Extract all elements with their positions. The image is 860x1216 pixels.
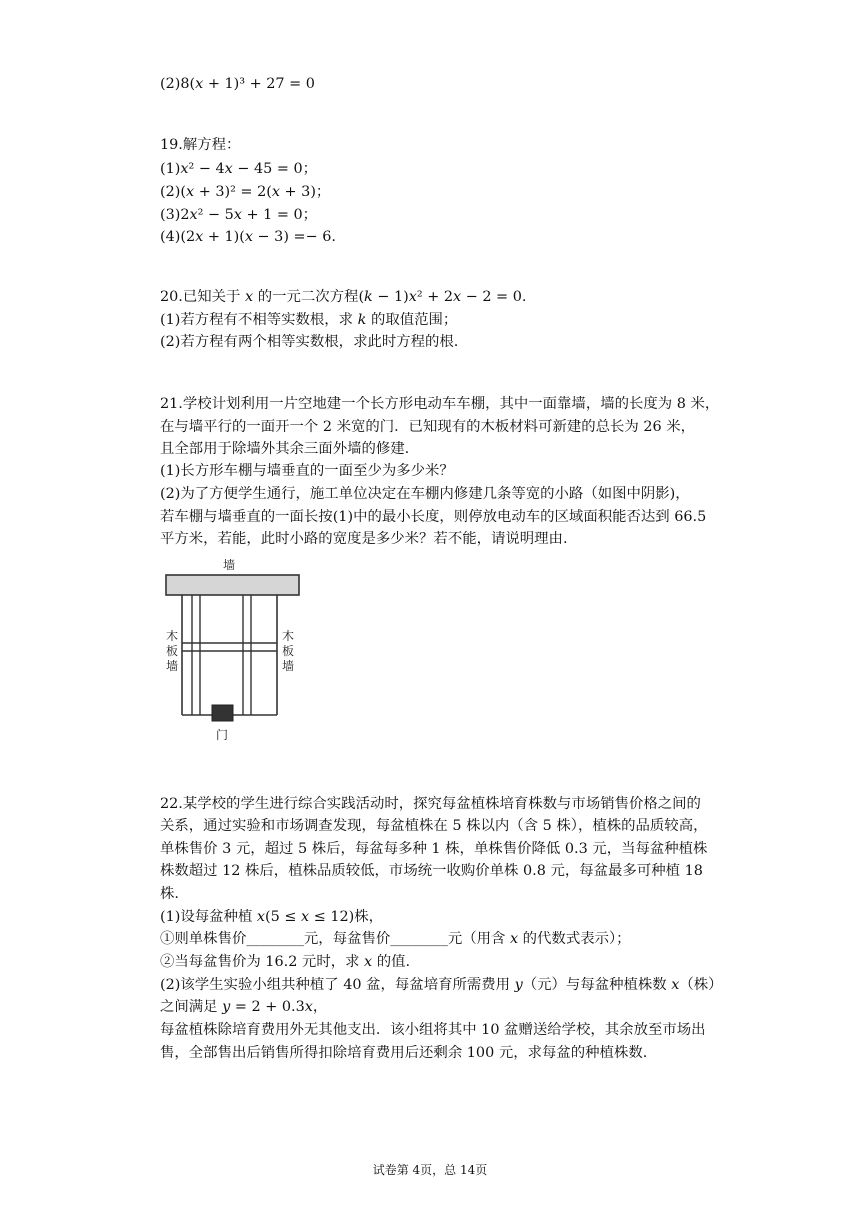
q22-line-11: 每盆植株除培育费用外无其他支出．该小组将其中 10 盆赠送给学校，其余放至市场出	[160, 1022, 706, 1038]
q18-part2: (2)8(𝑥 + 1)³ + 27 = 0	[160, 76, 315, 92]
q19-part4: (4)(2𝑥 + 1)(𝑥 − 3) =− 6.	[160, 229, 336, 245]
q21-line-6: 若车棚与墙垂直的一面长按(1)中的最小长度，则停放电动车的区域面积能否达到 66.5	[160, 509, 707, 525]
q21-line-3: 且全部用于除墙外其余三面外墙的修建.	[160, 441, 410, 457]
q21-line-1: 21.学校计划利用一片空地建一个长方形电动车车棚，其中一面靠墙，墙的长度为 8 米，	[160, 396, 720, 412]
page-footer: 试卷第 4页，总 14页	[372, 1163, 488, 1177]
q22-line-8: ②当每盆售价为 16.2 元时，求 𝑥 的值.	[160, 954, 411, 970]
q19-part3: (3)2𝑥² − 5𝑥 + 1 = 0；	[160, 207, 318, 223]
q22-line-10: 之间满足 𝑦 = 2 + 0.3𝑥，	[160, 999, 328, 1015]
shed-diagram	[160, 555, 305, 745]
q22-line-12: 售，全部售出后销售所得扣除培育费用后还剩余 100 元，求每盆的种植株数.	[160, 1045, 648, 1061]
q20-part1: (1)若方程有不相等实数根，求 𝑘 的取值范围；	[160, 312, 458, 328]
wall-label: 墙	[222, 558, 236, 572]
q21-line-5: (2)为了方便学生通行，施工单位决定在车棚内修建几条等宽的小路（如图中阴影)，	[160, 486, 690, 502]
q20-stem: 20.已知关于 𝑥 的一元二次方程(𝑘 − 1)𝑥² + 2𝑥 − 2 = 0.	[160, 289, 527, 305]
left-label-char: 墙	[165, 659, 179, 673]
q19-part2: (2)(𝑥 + 3)² = 2(𝑥 + 3)；	[160, 184, 331, 200]
right-label-char: 墙	[281, 659, 295, 673]
q22-line-6: (1)设每盆种植 𝑥(5 ≤ 𝑥 ≤ 12)株，	[160, 909, 384, 925]
q19-part1: (1)𝑥² − 4𝑥 − 45 = 0；	[160, 161, 318, 177]
q21-line-7: 平方米，若能，此时小路的宽度是多少米？若不能，请说明理由.	[160, 531, 568, 547]
q22-line-5: 株.	[160, 886, 179, 902]
wall	[166, 575, 299, 595]
q22-line-3: 单株售价 3 元，超过 5 株后，每盆每多种 1 株，单株售价降低 0.3 元，当每盆种植株	[160, 841, 708, 857]
q19-stem: 19.解方程：	[160, 137, 241, 153]
q20-part2: (2)若方程有两个相等实数根，求此时方程的根.	[160, 334, 459, 350]
q22-line-9: (2)该学生实验小组共种植了 40 盆，每盆培育所需费用 𝑦（元）与每盆种植株数 𝑥（株）	[160, 977, 723, 993]
q22-line-7: ①则单株售价________元，每盆售价________元（用含 𝑥 的代数式表示）；	[160, 931, 631, 947]
left-label-char: 木	[165, 629, 179, 643]
door	[212, 705, 233, 721]
q21-line-2: 在与墙平行的一面开一个 2 米宽的门．已知现有的木板材料可新建的总长为 26 米，	[160, 419, 696, 435]
q22-line-2: 关系，通过实验和市场调查发现，每盆植株在 5 株以内（含 5 株），植株的品质较高，	[160, 818, 708, 834]
q22-line-4: 株数超过 12 株后，植株品质较低，市场统一收购价单株 0.8 元，每盆最多可种植 18	[160, 863, 703, 879]
q22-line-1: 22.某学校的学生进行综合实践活动时，探究每盆植株培育株数与市场销售价格之间的	[160, 796, 701, 812]
left-label-char: 板	[165, 644, 179, 658]
q21-line-4: (1)长方形车棚与墙垂直的一面至少为多少米？	[160, 463, 454, 479]
right-label-char: 板	[281, 644, 295, 658]
door-label: 门	[215, 728, 229, 742]
right-label-char: 木	[281, 629, 295, 643]
